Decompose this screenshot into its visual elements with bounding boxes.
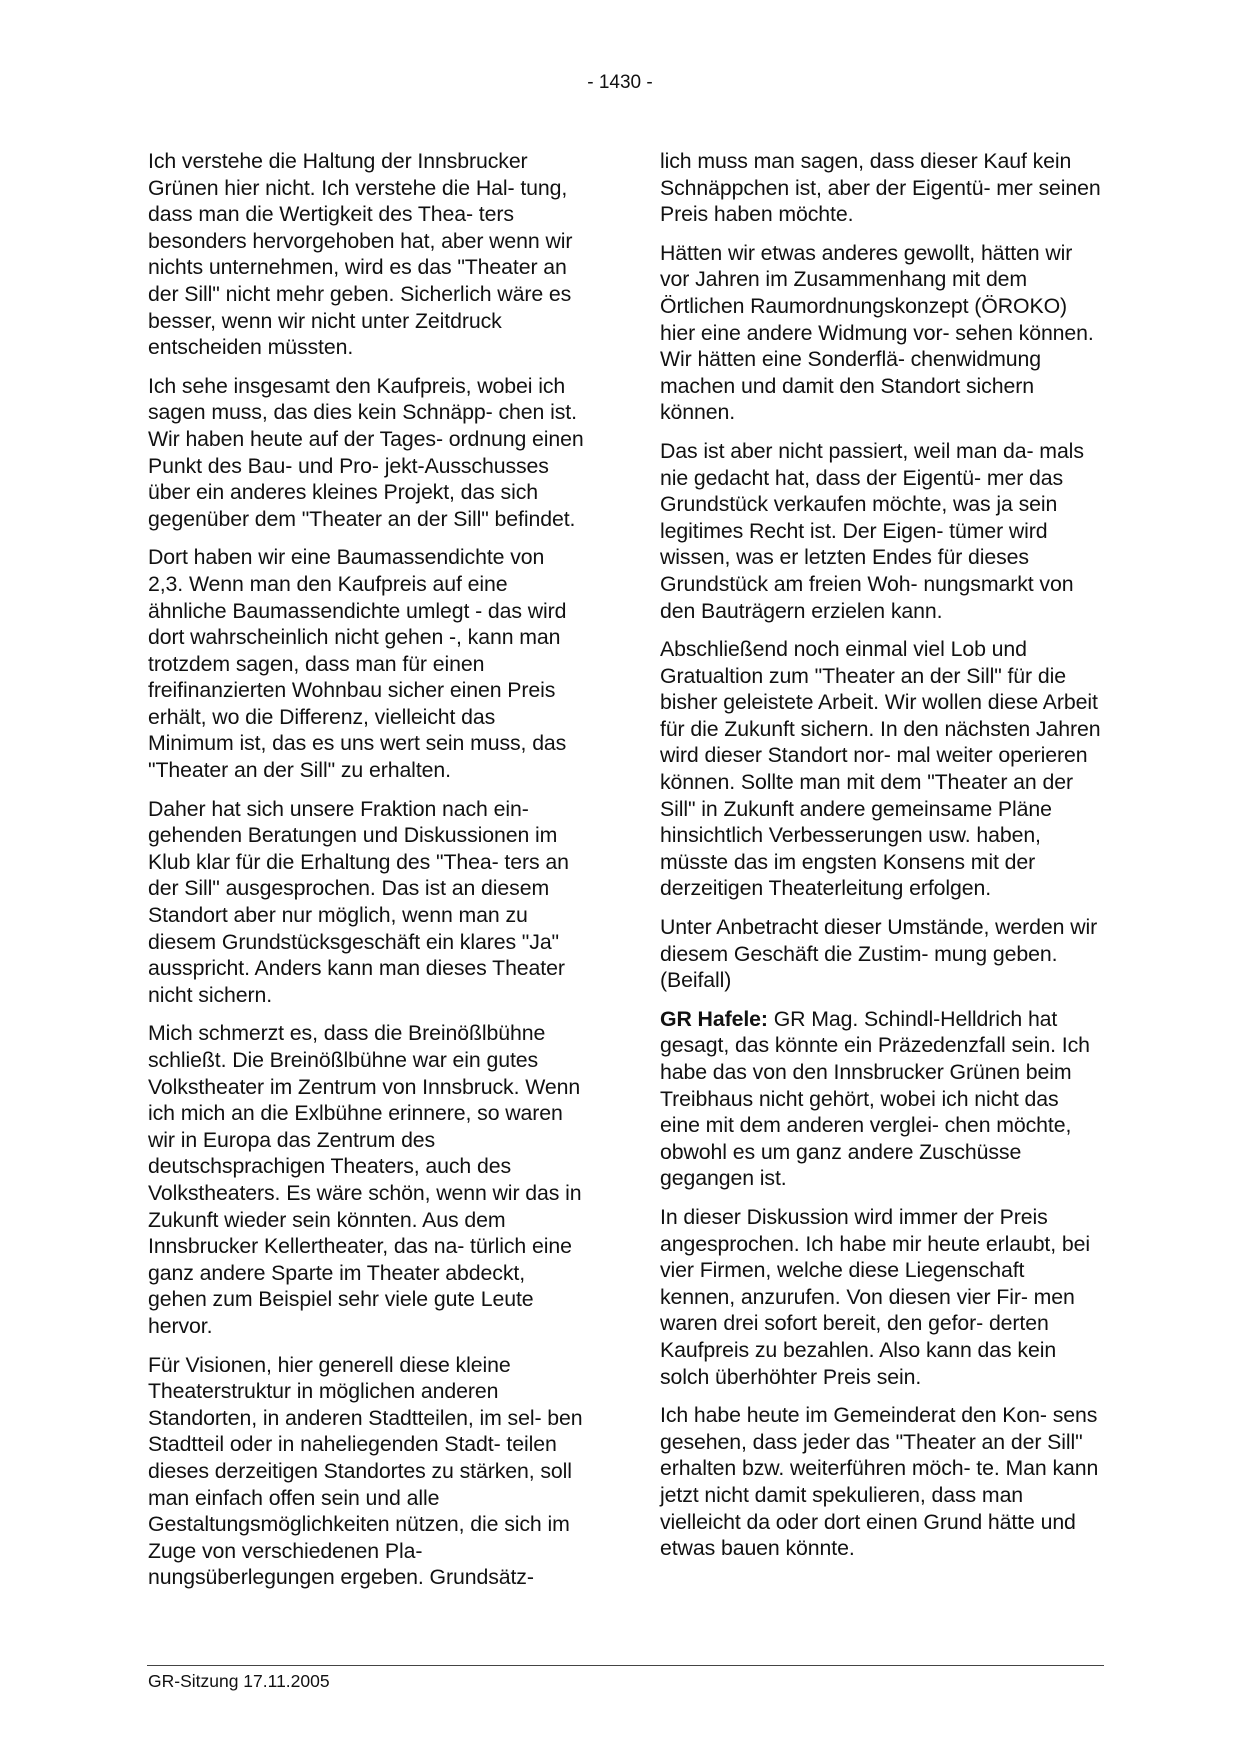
speaker-text: GR Mag. Schindl-Helldrich hat gesagt, das könnte ein Präzedenzfall sein. Ich habe das von den Innsbrucker Grünen beim Treibhaus nicht gehört, wobei ich nicht das eine mit dem anderen verglei- chen möchte, obwohl es um ganz andere Zuschüsse gegangen ist. [660, 1006, 1090, 1191]
paragraph: Das ist aber nicht passiert, weil man da- mals nie gedacht hat, dass der Eigentü- mer das Grundstück verkaufen möchte, was ja sein legitimes Recht ist. Der Eigen- tümer wird wissen, was er letzten Endes für dieses Grundstück am freien Woh- nungsmarkt von den Bauträgern erzielen kann. [660, 438, 1084, 623]
speaker-name: GR Hafele: [660, 1006, 768, 1031]
page-number: - 1430 - [587, 72, 653, 93]
paragraph: lich muss man sagen, dass dieser Kauf kein Schnäppchen ist, aber der Eigentü- mer seinen Preis haben möchte. [660, 149, 1101, 227]
footer-divider [147, 1665, 1104, 1666]
paragraph: Ich verstehe die Haltung der Innsbrucker Grünen hier nicht. Ich verstehe die Hal- tung, dass man die Wertigkeit des Thea- ters besonders hervorgehoben hat, aber wenn wir nichts unternehmen, wird es das "Theater an der Sill" nicht mehr geben. Sicherlich wäre es besser, wenn wir nicht unter Zeitdruck entscheiden müssten. [148, 149, 573, 360]
speaker-paragraph [660, 1006, 1104, 1192]
paragraph: Abschließend noch einmal viel Lob und Gratualtion zum "Theater an der Sill" für die bisher geleistete Arbeit. Wir wollen diese Arbeit für die Zukunft sichern. In den nächsten Jahren wird dieser Standort nor- mal weiter operieren können. Sollte man mit dem "Theater an der Sill" in Zukunft andere gemeinsame Pläne hinsichtlich Verbesserungen usw. haben, müsste das im engsten Konsens mit der derzeitigen Theaterleitung erfolgen. [660, 637, 1101, 901]
left-column [148, 148, 584, 1603]
paragraph: Ich habe heute im Gemeinderat den Kon- sens gesehen, dass jeder das "Theater an der Sill" erhalten bzw. weiterführen möch- te. Man kann jetzt nicht damit spekulieren, dass man vielleicht da oder dort einen Grund hätte und etwas bauen könnte. [660, 1403, 1099, 1561]
paragraph: Ich sehe insgesamt den Kaufpreis, wobei ich sagen muss, das dies kein Schnäpp- chen ist. Wir haben heute auf der Tages- ordnung einen Punkt des Bau- und Pro- jekt-Ausschusses über ein anderes kleines Projekt, das sich gegenüber dem "Theater an der Sill" befindet. [148, 373, 584, 531]
paragraph: Für Visionen, hier generell diese kleine Theaterstruktur in möglichen anderen Standorten, in anderen Stadtteilen, im sel- ben Stadtteil oder in naheliegenden Stadt- teilen dieses derzeitigen Standortes zu stärken, soll man einfach offen sein und alle Gestaltungsmöglichkeiten nützen, die sich im Zuge von verschiedenen Pla- nungsüberlegungen ergeben. Grundsätz- [148, 1352, 583, 1590]
footer-session-date: GR-Sitzung 17.11.2005 [148, 1671, 330, 1691]
paragraph: Unter Anbetracht dieser Umstände, werden wir diesem Geschäft die Zustim- mung geben. (Beifall) [660, 915, 1098, 993]
paragraph: In dieser Diskussion wird immer der Preis angesprochen. Ich habe mir heute erlaubt, bei vier Firmen, welche diese Liegenschaft kennen, anzurufen. Von diesen vier Fir- men waren drei sofort bereit, den gefor- derten Kaufpreis zu bezahlen. Also kann das kein solch überhöhter Preis sein. [660, 1204, 1091, 1389]
paragraph: Daher hat sich unsere Fraktion nach ein- gehenden Beratungen und Diskussionen im Klub klar für die Erhaltung des "Thea- ters an der Sill" ausgesprochen. Das ist an diesem Standort aber nur möglich, wenn man zu diesem Grundstücksgeschäft ein klares "Ja" ausspricht. Anders kann man dieses Theater nicht sichern. [148, 796, 569, 1007]
paragraph: Mich schmerzt es, dass die Breinößlbühne schließt. Die Breinößlbühne war ein gutes Volkstheater im Zentrum von Innsbruck. Wenn ich mich an die Exlbühne erinnere, so waren wir in Europa das Zentrum des deutschsprachigen Theaters, auch des Volkstheaters. Es wäre schön, wenn wir das in Zukunft wieder sein könnten. Aus dem Innsbrucker Kellertheater, das na- türlich eine ganz andere Sparte im Theater abdeckt, gehen zum Beispiel sehr viele gute Leute hervor. [148, 1021, 582, 1338]
paragraph: Dort haben wir eine Baumassendichte von 2,3. Wenn man den Kaufpreis auf eine ähnliche Baumassendichte umlegt - das wird dort wahrscheinlich nicht gehen -, kann man trotzdem sagen, dass man für einen freifinanzierten Wohnbau sicher einen Preis erhält, wo die Differenz, vielleicht das Minimum ist, das es uns wert sein muss, das "Theater an der Sill" zu erhalten. [148, 545, 567, 783]
paragraph: Hätten wir etwas anderes gewollt, hätten wir vor Jahren im Zusammenhang mit dem Örtlichen Raumordnungskonzept (ÖROKO) hier eine andere Widmung vor- sehen können. Wir hätten eine Sonderflä- chenwidmung machen und damit den Standort sichern können. [660, 240, 1094, 425]
right-column [660, 148, 1104, 1574]
